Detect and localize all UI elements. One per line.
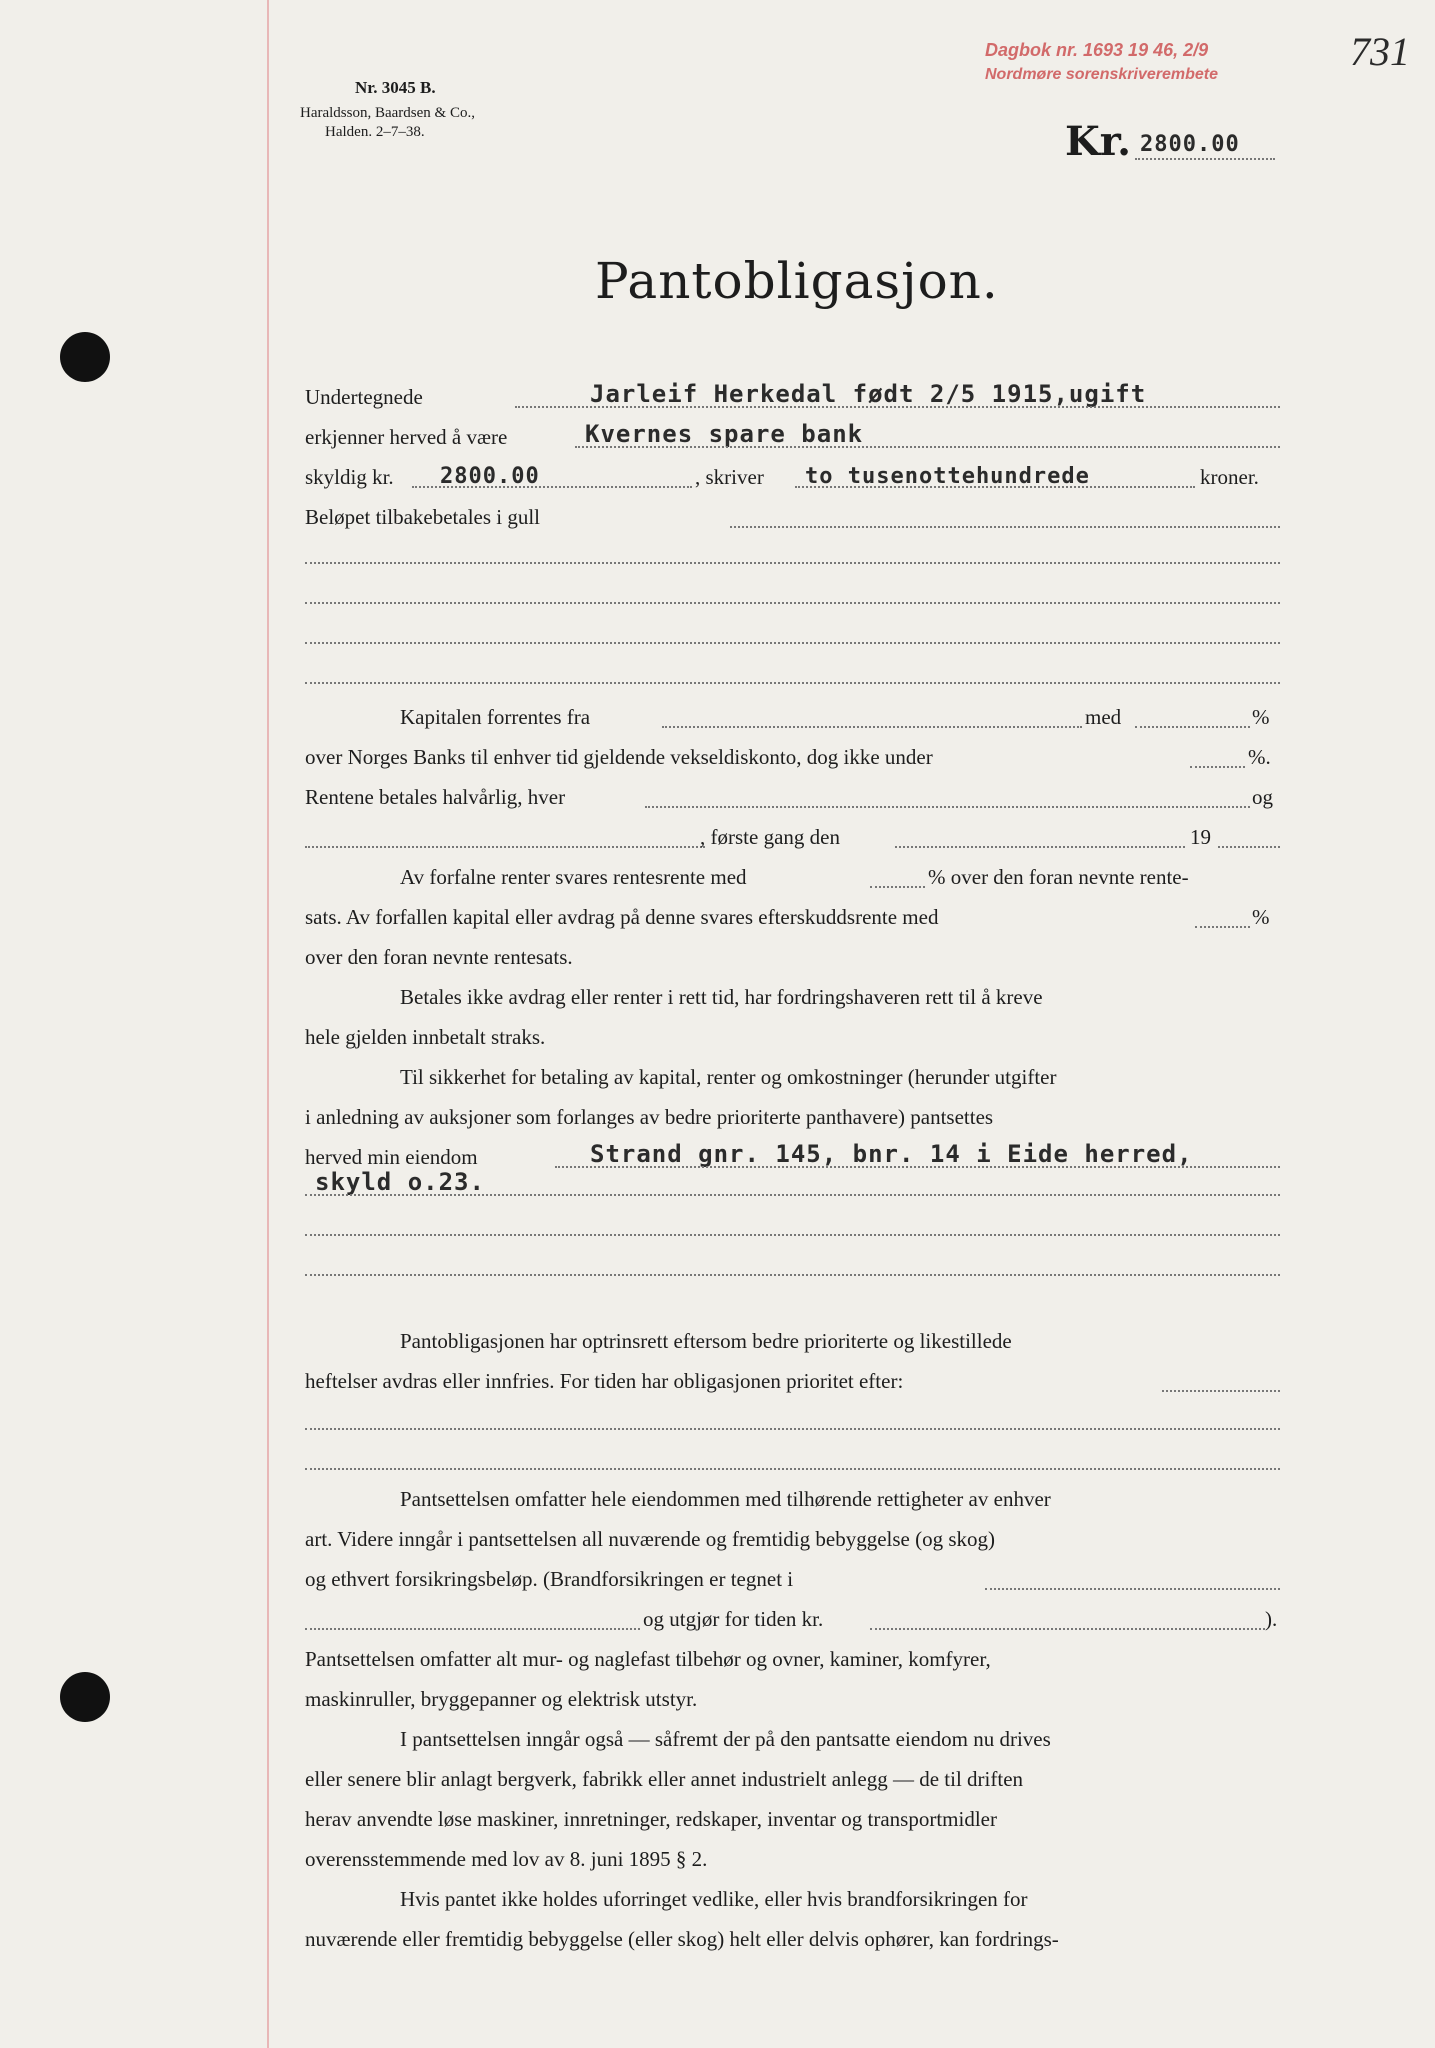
document-title: Pantobligasjon. [595,252,999,310]
forfalne-text-3: over den foran nevnte rentesats. [305,945,573,969]
skriver-value: to tusenottehundrede [805,464,1090,489]
printer-line-1: Haraldsson, Baardsen & Co., [300,105,475,121]
year-line [1218,846,1280,848]
forfalne-percent: % [1252,905,1270,929]
omfatter-text-4b: ). [1265,1607,1278,1631]
tilbehor-text-2: maskinruller, bryggepanner og elektrisk utstyr. [305,1687,698,1711]
blank-line-4 [305,682,1280,684]
optrinsrett-text-1: Pantobligasjonen har optrinsrett eftersom bedre prioriterte og likestillede [400,1329,1012,1353]
industri-text-1: I pantsettelsen inngår også — såfremt der på den pantsatte eiendom nu drives [400,1727,1051,1751]
med-label: med [1085,705,1122,729]
optrinsrett-line-1 [1162,1390,1280,1392]
omfatter-text-1: Pantsettelsen omfatter hele eiendommen med tilhørende rettigheter av enhver [400,1487,1051,1511]
kapitalen-line [662,726,1082,728]
optrinsrett-line-2 [305,1428,1280,1430]
skriver-line [795,486,1195,488]
forste-date-line [895,846,1185,848]
omfatter-text-4: og utgjør for tiden kr. [643,1607,824,1631]
undertegnede-value: Jarleif Herkedal født 2/5 1915,ugift [590,380,1147,408]
optrinsrett-text-2: heftelser avdras eller innfries. For tiden har obligasjonen prioritet efter: [305,1369,904,1393]
margin-line [267,0,269,2048]
form-number: Nr. 3045 B. [355,78,436,97]
kr-label: Kr. [1065,118,1132,165]
optrinsrett-line-3 [305,1468,1280,1470]
erkjenner-value: Kvernes spare bank [585,420,864,448]
omfatter-line-3 [985,1588,1280,1590]
omfatter-text-3: og ethvert forsikringsbeløp. (Brandforsikringen er tegnet i [305,1567,794,1591]
forfalne-line-1 [870,886,925,888]
forfalne-text-1: Av forfalne renter svares rentesrente med [400,865,747,889]
eiendom-value-2: skyld o.23. [315,1168,485,1196]
skyldig-value: 2800.00 [440,464,540,489]
registry-stamp-line-2: Nordmøre sorenskriverembete [985,66,1218,83]
forste-label: , første gang den [700,825,840,849]
med-line [1135,726,1250,728]
kr-amount: 2800.00 [1140,132,1240,157]
omfatter-line-4b [870,1628,1265,1630]
kroner-label: kroner. [1200,465,1259,489]
blank-line-3 [305,642,1280,644]
eiendom-line-2 [305,1194,1280,1196]
industri-text-3: herav anvendte løse maskiner, innretninger, redskaper, inventar og transportmidler [305,1807,997,1831]
punch-hole-top [60,332,110,382]
skyldig-line [412,486,692,488]
skriver-label: , skriver [695,465,764,489]
skyldig-label: skyldig kr. [305,465,394,489]
industri-text-2: eller senere blir anlagt bergverk, fabrikk eller annet industrielt anlegg — de til driften [305,1767,1024,1791]
punch-hole-bottom [60,1672,110,1722]
forfalne-line-2 [1195,926,1250,928]
forfalne-text-1b: % over den foran nevnte rente- [928,865,1189,889]
belopet-line [730,526,1280,528]
blank-line-1 [305,562,1280,564]
undertegnede-line [515,406,1280,408]
rentene-label: Rentene betales halvårlig, hver [305,785,566,809]
forste-line [305,846,705,848]
betales-text-1: Betales ikke avdrag eller renter i rett tid, har fordringshaveren rett til å kreve [400,985,1043,1009]
eiendom-label: herved min eiendom [305,1145,478,1169]
printer-line-2: Halden. 2–7–38. [325,124,425,140]
industri-text-4: overensstemmende med lov av 8. juni 1895 § 2. [305,1847,708,1871]
kapitalen-label: Kapitalen forrentes fra [400,705,591,729]
vedlike-text-1: Hvis pantet ikke holdes uforringet vedlike, eller hvis brandforsikringen for [400,1887,1028,1911]
page-number: 731 [1350,29,1410,74]
sikkerhet-text-2: i anledning av auksjoner som forlanges av bedre prioriterte panthavere) pantsettes [305,1105,994,1129]
eiendom-value-1: Strand gnr. 145, bnr. 14 i Eide herred, [590,1140,1193,1168]
eiendom-line-1 [555,1166,1280,1168]
norges-bank-percent: %. [1248,745,1271,769]
omfatter-text-2: art. Videre inngår i pantsettelsen all nuværende og fremtidig bebyggelse (og skog) [305,1527,995,1551]
norges-bank-line [1190,766,1245,768]
erkjenner-label: erkjenner herved å være [305,425,508,449]
og-label: og [1252,785,1273,809]
tilbehor-text-1: Pantsettelsen omfatter alt mur- og naglefast tilbehør og ovner, kaminer, komfyrer, [305,1647,991,1671]
eiendom-line-4 [305,1274,1280,1276]
blank-line-2 [305,602,1280,604]
med-percent: % [1252,705,1270,729]
erkjenner-line [575,446,1280,448]
year-label: 19 [1190,825,1211,849]
eiendom-line-3 [305,1234,1280,1236]
omfatter-line-4a [305,1628,640,1630]
vedlike-text-2: nuværende eller fremtidig bebyggelse (eller skog) helt eller delvis ophører, kan fordrings- [305,1927,1059,1951]
registry-stamp-line-1: Dagbok nr. 1693 19 46, 2/9 [985,40,1209,60]
sikkerhet-text-1: Til sikkerhet for betaling av kapital, renter og omkostninger (herunder utgifter [400,1065,1057,1089]
kr-amount-line [1135,158,1275,160]
forfalne-text-2: sats. Av forfallen kapital eller avdrag på denne svares efterskuddsrente med [305,905,939,929]
betales-text-2: hele gjelden innbetalt straks. [305,1025,546,1049]
belopet-label: Beløpet tilbakebetales i gull [305,505,541,529]
undertegnede-label: Undertegnede [305,385,423,409]
rentene-line [645,806,1250,808]
norges-bank-text: over Norges Banks til enhver tid gjeldende vekseldiskonto, dog ikke under [305,745,933,769]
